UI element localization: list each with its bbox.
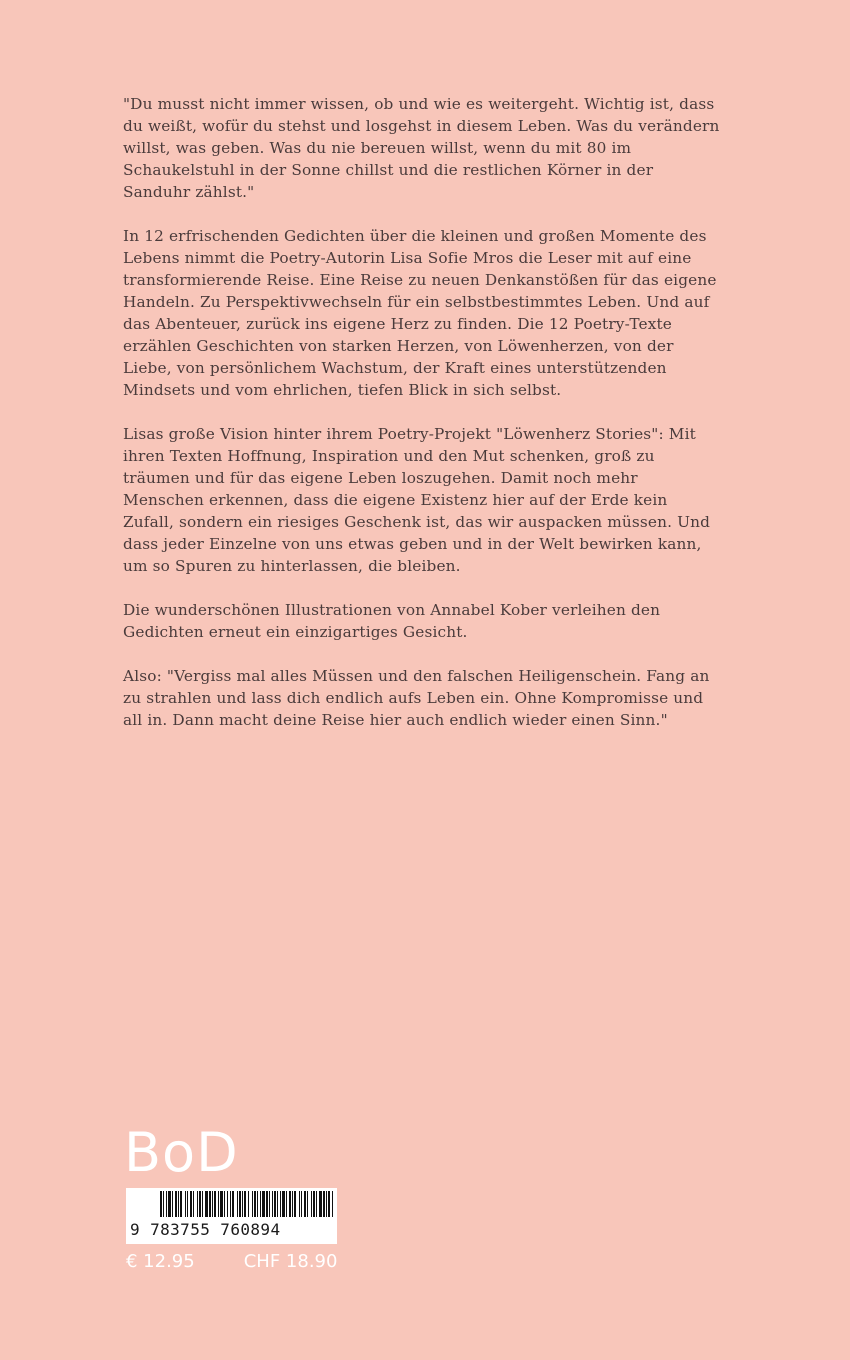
barcode-bar	[202, 1191, 203, 1217]
barcode-bar	[237, 1191, 238, 1217]
barcode-bar	[214, 1191, 216, 1217]
barcode-bar	[220, 1191, 223, 1217]
barcode-bar	[311, 1191, 312, 1217]
barcode-bar	[332, 1191, 333, 1217]
barcode-bar	[180, 1191, 182, 1217]
barcode-bar	[199, 1191, 201, 1217]
barcode-bar	[160, 1191, 162, 1217]
barcode-bar	[292, 1191, 293, 1217]
barcode-bar	[232, 1191, 234, 1217]
publisher-logo: BoD	[124, 1121, 239, 1184]
barcode-bar	[197, 1191, 198, 1217]
barcode-bar	[307, 1191, 308, 1217]
barcode-bar	[224, 1191, 225, 1217]
barcode-bar	[252, 1191, 253, 1217]
barcode-bar	[280, 1191, 281, 1217]
barcode-bar	[227, 1191, 228, 1217]
barcode-bar	[242, 1191, 243, 1217]
barcode-bar	[299, 1191, 300, 1217]
barcode-bar	[218, 1191, 219, 1217]
barcode-bar	[304, 1191, 306, 1217]
barcode-bar	[175, 1191, 177, 1217]
blurb-illustrations: Die wunderschönen Illustrationen von Annabel Kober verleihen den Gedichten erneut ein einzigartiges Gesicht.	[123, 601, 661, 641]
barcode-bar	[266, 1191, 268, 1217]
barcode-bar	[328, 1191, 330, 1217]
barcode-bar	[294, 1191, 296, 1217]
back-cover-blurb	[123, 93, 723, 753]
isbn-barcode	[126, 1188, 337, 1244]
barcode-bar	[205, 1191, 208, 1217]
barcode-bar	[274, 1191, 276, 1217]
barcode-bar	[212, 1191, 213, 1217]
barcode-bar	[230, 1191, 231, 1217]
barcode-bar	[269, 1191, 270, 1217]
barcode-bar	[190, 1191, 192, 1217]
barcode-bar	[187, 1191, 188, 1217]
barcode-bar	[260, 1191, 261, 1217]
barcode-bar	[239, 1191, 241, 1217]
barcode-bar	[185, 1191, 186, 1217]
barcode-bar	[248, 1191, 249, 1217]
barcode-bar	[313, 1191, 315, 1217]
barcode-bar	[244, 1191, 246, 1217]
blurb-quote-closing: Also: "Vergiss mal alles Müssen und den falschen Heiligenschein. Fang an zu strahlen und lass dich endlich aufs Leben ein. Ohne Kompromisse und all in. Dann macht deine Reise hier auch endlich wieder einen Sinn."	[123, 667, 710, 729]
barcode-bar	[326, 1191, 327, 1217]
barcode-bar	[282, 1191, 285, 1217]
price-line	[126, 1250, 337, 1274]
barcode-bar	[166, 1191, 167, 1217]
price-chf: CHF 18.90	[243, 1251, 338, 1272]
barcode-bar	[286, 1191, 287, 1217]
blurb-description: In 12 erfrischenden Gedichten über die kleinen und großen Momente des Lebens nimmt die Poetry-Autorin Lisa Sofie Mros die Leser mit auf eine transformierende Reise. Eine Reise zu neuen Denkanstößen für das eigene Handeln. Zu Perspektivwechseln für ein selbstbestimmtes Leben. Und auf das Abenteuer, zurück ins eigene Herz zu finden. Die 12 Poetry-Texte erzählen Geschichten von starken Herzen, von Löwenherzen, von der Liebe, von persönlichem Wachstum, der Kraft eines unterstützenden Mindsets und vom ehrlichen, tiefen Blick in sich selbst.	[123, 227, 717, 399]
barcode-bar	[193, 1191, 194, 1217]
barcode-bar	[254, 1191, 256, 1217]
barcode-bar	[301, 1191, 302, 1217]
barcode-bar	[163, 1191, 164, 1217]
barcode-bar	[289, 1191, 291, 1217]
barcode-bar	[277, 1191, 278, 1217]
barcode-bar	[319, 1191, 322, 1217]
barcode-bar	[323, 1191, 325, 1217]
barcode-bar	[257, 1191, 258, 1217]
barcode-bar	[209, 1191, 211, 1217]
barcode-bar	[172, 1191, 173, 1217]
price-eur: € 12.95	[126, 1251, 195, 1272]
barcode-bar	[178, 1191, 179, 1217]
barcode-bar	[316, 1191, 317, 1217]
blurb-vision: Lisas große Vision hinter ihrem Poetry-Projekt "Löwenherz Stories": Mit ihren Texten Hoffnung, Inspiration und den Mut schenken, groß zu träumen und für das eigene Leben loszugehen. Damit noch mehr Menschen erkennen, dass die eigene Existenz hier auf der Erde kein Zufall, sondern ein riesiges Geschenk ist, das wir auspacken müssen. Und dass jeder Einzelne von uns etwas geben und in der Welt bewirken kann, um so Spuren zu hinterlassen, die bleiben.	[123, 425, 711, 575]
barcode-bar	[272, 1191, 273, 1217]
barcode-bar	[262, 1191, 265, 1217]
isbn-number: 9 783755 760894	[130, 1220, 281, 1239]
blurb-quote-opening: "Du musst nicht immer wissen, ob und wie es weitergeht. Wichtig ist, dass du weißt, wofür du stehst und losgehst in diesem Leben. Was du verändern willst, was geben. Was du nie bereuen willst, wenn du mit 80 im Schaukelstuhl in der Sonne chillst und die restlichen Körner in der Sanduhr zählst."	[123, 95, 720, 201]
barcode-bar	[168, 1191, 171, 1217]
